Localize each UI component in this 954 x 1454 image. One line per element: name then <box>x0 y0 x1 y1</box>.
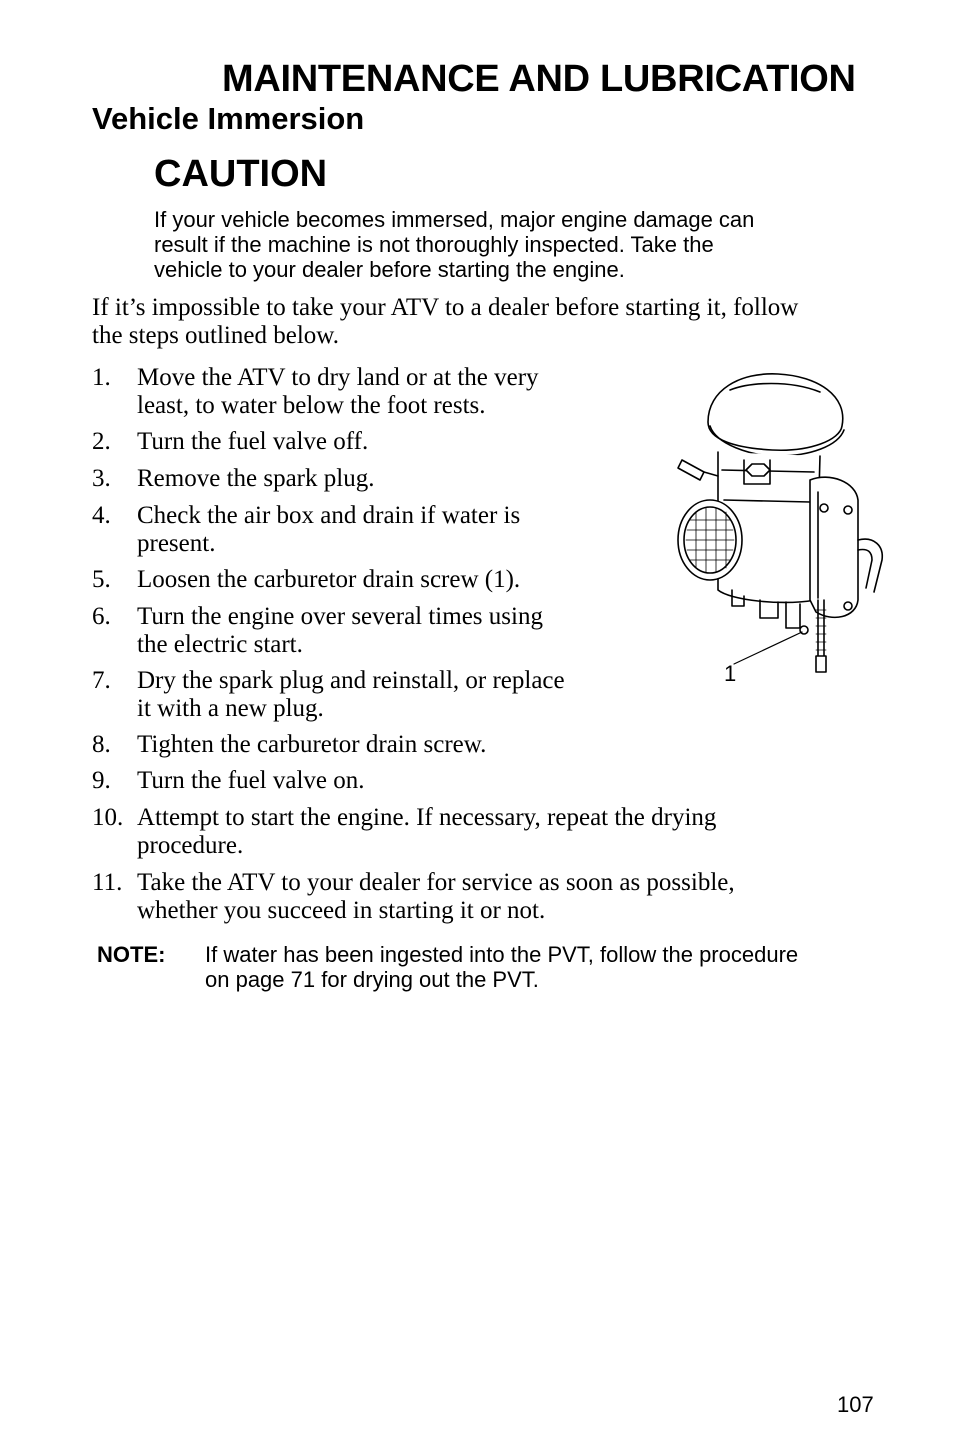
note-body <box>205 942 895 992</box>
subsection-title: Vehicle Immersion <box>92 101 365 136</box>
note-label: NOTE: <box>97 942 166 967</box>
step-line: Dry the spark plug and reinstall, or replace <box>137 667 565 694</box>
step-number: 7. <box>92 667 111 694</box>
step-line: present. <box>137 530 216 557</box>
step-number: 5. <box>92 566 111 593</box>
step-line: Turn the fuel valve off. <box>137 428 369 455</box>
step-line: Turn the fuel valve on. <box>137 767 365 794</box>
carburetor-illustration <box>660 360 900 690</box>
step-line: the electric start. <box>137 631 303 658</box>
caution-line: vehicle to your dealer before starting the engine. <box>154 257 625 282</box>
caution-line: If your vehicle becomes immersed, major engine damage can <box>154 207 755 232</box>
step-line: Turn the engine over several times using <box>137 603 543 630</box>
step-line: it with a new plug. <box>137 695 324 722</box>
caution-text <box>154 207 874 282</box>
step-number: 4. <box>92 502 111 529</box>
step-number: 8. <box>92 731 111 758</box>
step-line: Take the ATV to your dealer for service as soon as possible, <box>137 869 735 896</box>
step-line: Move the ATV to dry land or at the very <box>137 364 539 391</box>
caution-line: result if the machine is not thoroughly inspected. Take the <box>154 232 714 257</box>
step-line: Attempt to start the engine. If necessary, repeat the drying <box>137 804 717 831</box>
intro-paragraph <box>92 294 892 350</box>
step-line: procedure. <box>137 832 244 859</box>
section-title: MAINTENANCE AND LUBRICATION <box>222 58 856 100</box>
step-number: 10. <box>92 804 124 831</box>
step-number: 9. <box>92 767 111 794</box>
step-number: 1. <box>92 364 111 391</box>
note-line: If water has been ingested into the PVT, follow the procedure <box>205 942 799 967</box>
step-line: Check the air box and drain if water is <box>137 502 521 529</box>
step-line: Remove the spark plug. <box>137 465 375 492</box>
intro-line: the steps outlined below. <box>92 322 339 349</box>
intro-line: If it’s impossible to take your ATV to a dealer before starting it, follow <box>92 294 799 321</box>
note-line: on page 71 for drying out the PVT. <box>205 967 539 992</box>
step-line: whether you succeed in starting it or not. <box>137 897 546 924</box>
figure-callout-label: 1 <box>724 661 737 686</box>
step-line: Loosen the carburetor drain screw (1). <box>137 566 521 593</box>
step-line: Tighten the carburetor drain screw. <box>137 731 487 758</box>
step-number: 2. <box>92 428 111 455</box>
step-number: 11. <box>92 869 123 896</box>
step-line: least, to water below the foot rests. <box>137 392 486 419</box>
page-number: 107 <box>837 1392 874 1417</box>
step-number: 3. <box>92 465 111 492</box>
caution-title: CAUTION <box>154 153 328 195</box>
step-number: 6. <box>92 603 111 630</box>
